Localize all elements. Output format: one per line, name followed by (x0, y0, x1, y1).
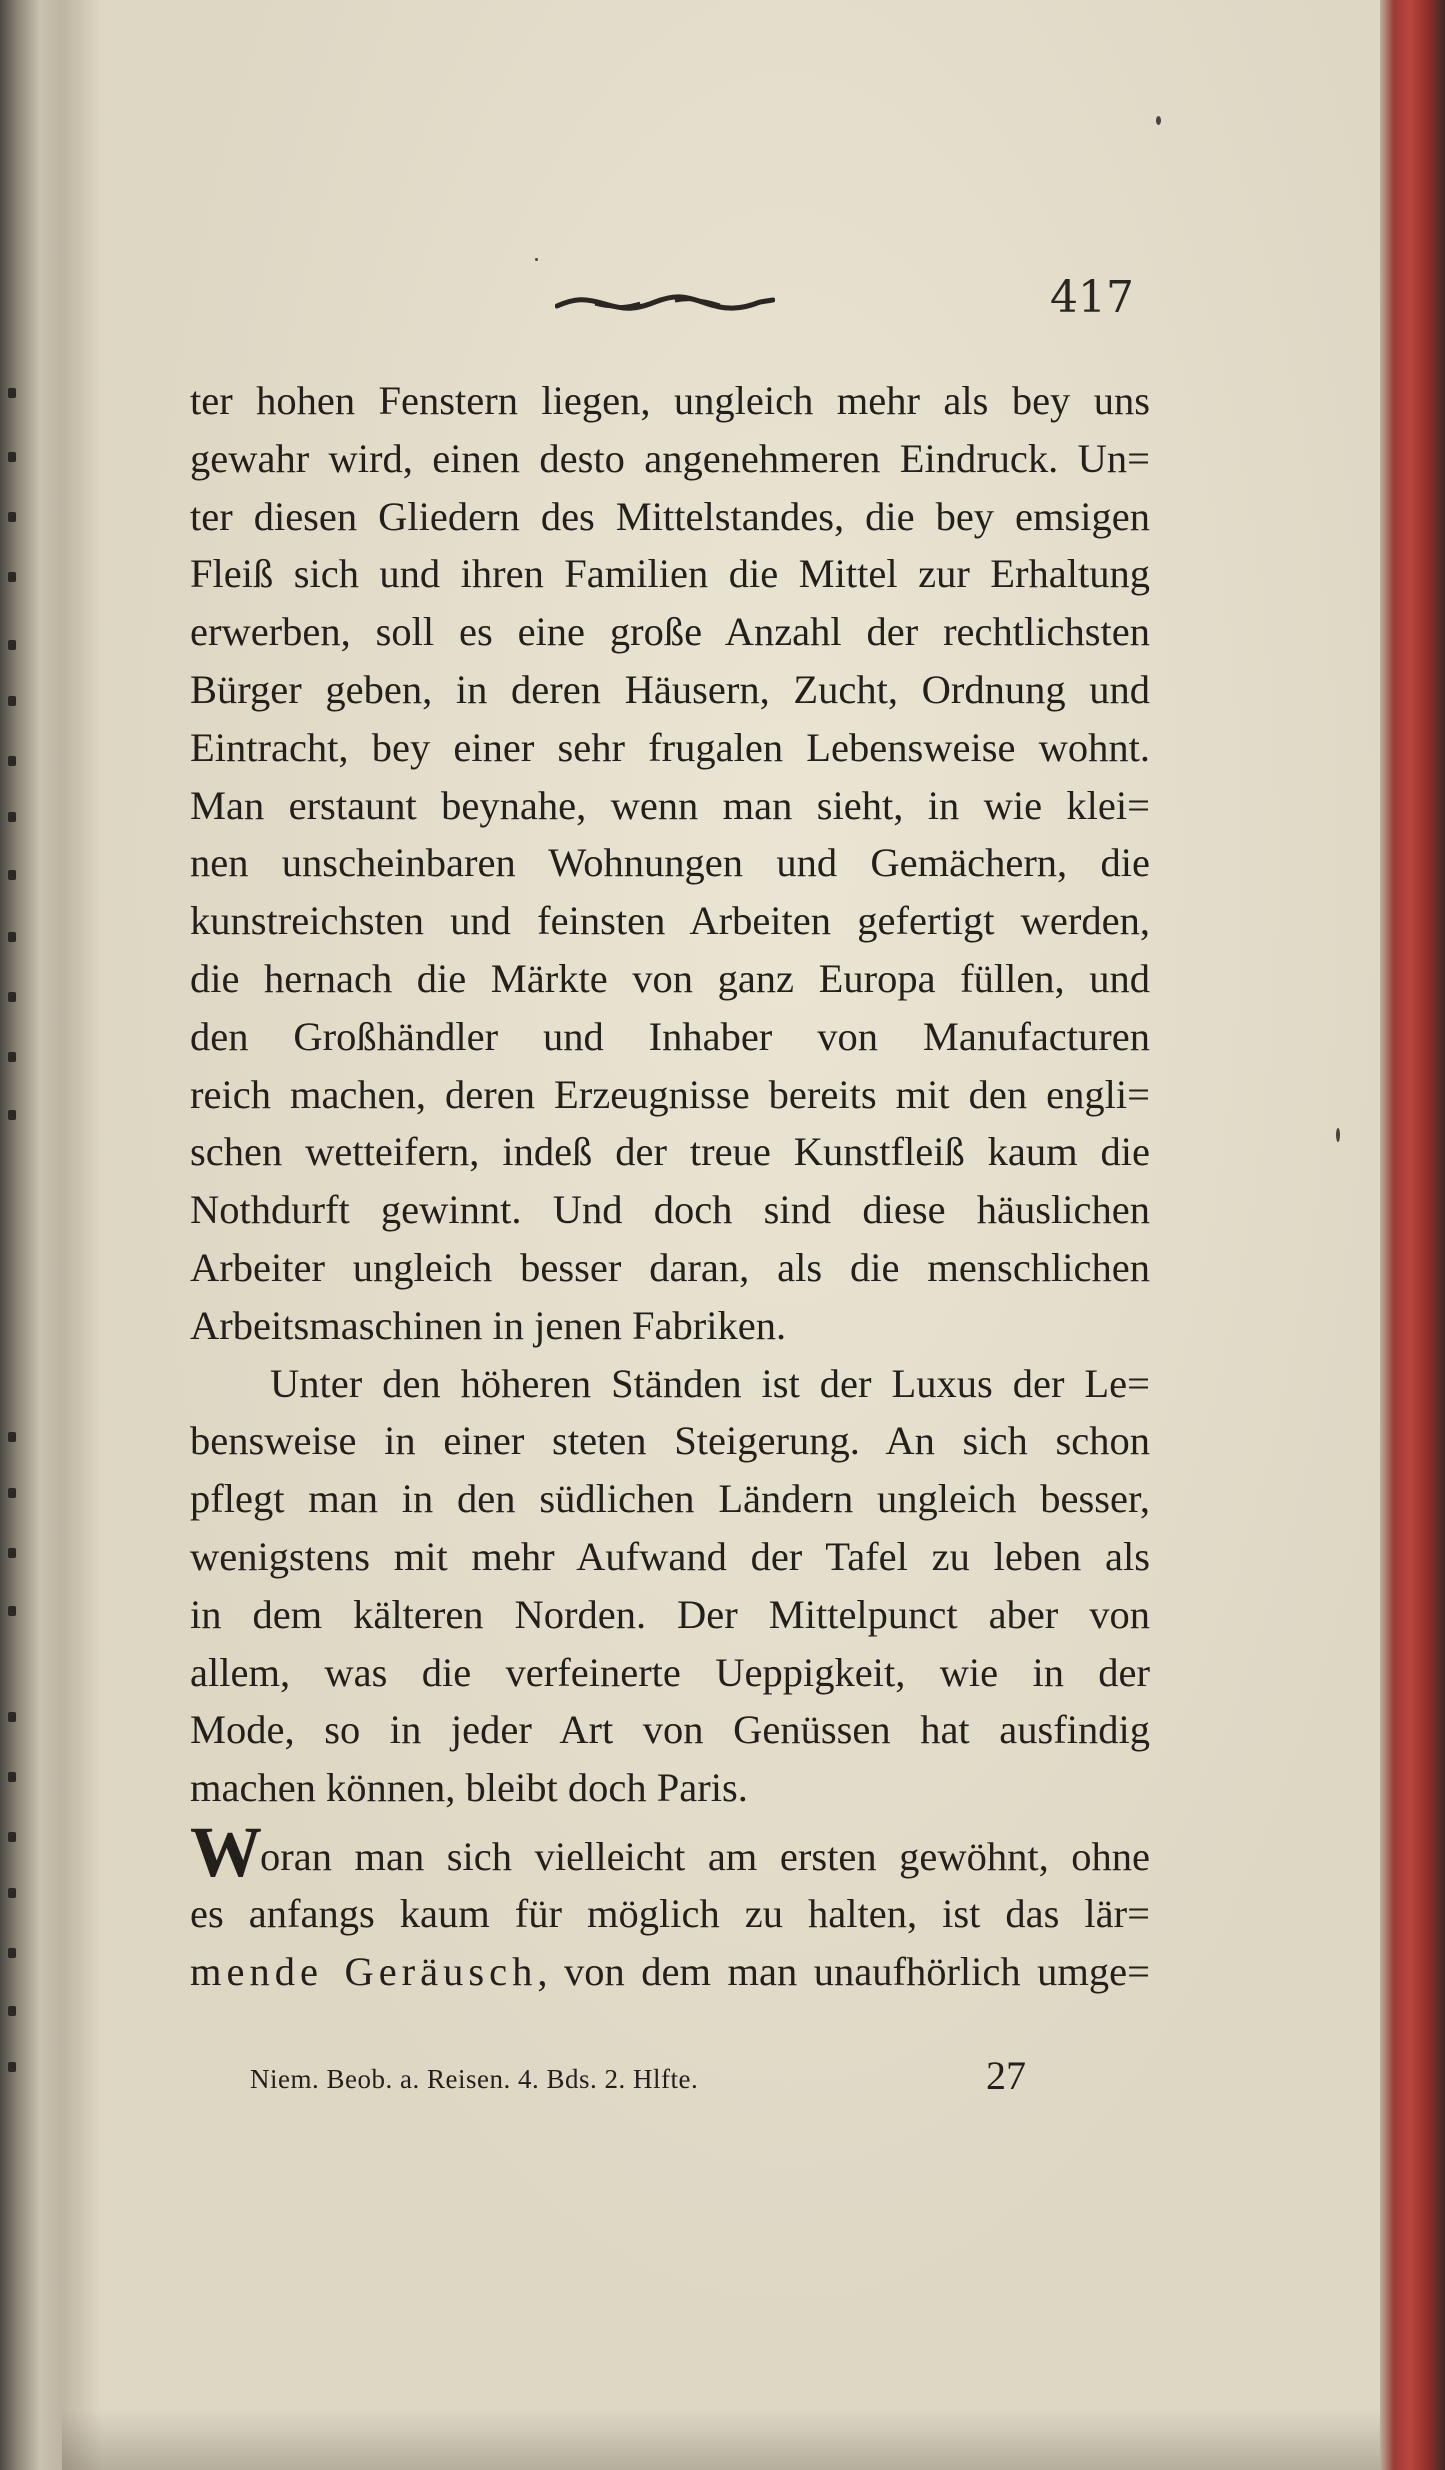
page-edge-mark (8, 1052, 16, 1062)
text-line: Eintracht, bey einer sehr frugalen Lebensweise wohnt. (190, 724, 1150, 770)
drop-cap: W (190, 1811, 260, 1892)
page-edge-mark (8, 572, 16, 582)
text-line: ter diesen Gliedern des Mittelstandes, die bey emsigen (190, 493, 1150, 539)
page-shadow (62, 2410, 1380, 2470)
page-edge-mark (8, 1832, 16, 1842)
page-edge-mark (8, 452, 16, 462)
text-line: schen wetteifern, indeß der treue Kunstfleiß kaum die (190, 1129, 1150, 1175)
spaced-emphasis: mende Geräusch (190, 1948, 538, 1994)
text-line: Arbeitsmaschinen in jenen Fabriken. (190, 1302, 787, 1348)
page-edge-mark (8, 1548, 16, 1558)
page-edge-mark (8, 1888, 16, 1898)
text-line: die hernach die Märkte von ganz Europa füllen, und (190, 955, 1150, 1001)
printer-signature: Niem. Beob. a. Reisen. 4. Bds. 2. Hlfte. (250, 2064, 699, 2094)
text-line: Nothdurft gewinnt. Und doch sind diese häuslichen (190, 1187, 1150, 1233)
text-line: kunstreichsten und feinsten Arbeiten gefertigt werden, (190, 898, 1150, 944)
page-edge-mark (8, 1772, 16, 1782)
page-edge-mark (8, 696, 16, 706)
page-edge-mark (8, 640, 16, 650)
wavy-rule-ornament-icon (555, 288, 775, 318)
page-edge-mark (8, 812, 16, 822)
page-edge-mark (8, 2062, 16, 2072)
text-line: bensweise in einer steten Steigerung. An sich schon (190, 1418, 1150, 1464)
page-edge-mark (8, 512, 16, 522)
text-line: reich machen, deren Erzeugnisse bereits mit den engli= (190, 1071, 1150, 1117)
page-edge-mark (8, 932, 16, 942)
text-fragment: oran man sich vielleicht am ersten gewöhnt, ohne (260, 1833, 1150, 1879)
paper-speck (1336, 1128, 1340, 1142)
text-line: Unter den höheren Ständen ist der Luxus der Le= (270, 1360, 1150, 1406)
text-line: Mode, so in jeder Art von Genüssen hat ausfindig (190, 1707, 1150, 1753)
text-line: pflegt man in den südlichen Ländern ungleich besser, (190, 1476, 1150, 1522)
page-edge-mark (8, 756, 16, 766)
text-line: allem, was die verfeinerte Ueppigkeit, wie in der (190, 1649, 1150, 1695)
text-line (190, 1943, 1150, 2001)
body-text (190, 372, 1150, 2000)
text-line: machen können, bleibt doch Paris. (190, 1765, 748, 1811)
page-number: 417 (1050, 272, 1134, 323)
text-line: erwerben, soll es eine große Anzahl der rechtlichsten (190, 609, 1150, 655)
text-line: in dem kälteren Norden. Der Mittelpunct aber von (190, 1591, 1150, 1637)
page-edge-mark (8, 992, 16, 1002)
text-line: Man erstaunt beynahe, wenn man sieht, in wie klei= (190, 782, 1150, 828)
text-line: den Großhändler und Inhaber von Manufacturen (190, 1013, 1150, 1059)
paragraph-gap (190, 1817, 1150, 1827)
paper-speck (535, 258, 538, 261)
page-edge-mark (8, 870, 16, 880)
text-line: wenigstens mit mehr Aufwand der Tafel zu leben als (190, 1533, 1150, 1579)
text-line (190, 1811, 1150, 1892)
page-edge-mark (8, 1712, 16, 1722)
page-edge-mark (8, 1948, 16, 1958)
text-fragment: , von dem man unaufhörlich umge= (537, 1948, 1150, 1994)
sheet-number: 27 (986, 2053, 1026, 2098)
red-page-edge (1380, 0, 1445, 2470)
page-edge-mark (8, 1432, 16, 1442)
text-line: es anfangs kaum für möglich zu halten, ist das lär= (190, 1890, 1150, 1936)
text-line: Fleiß sich und ihren Familien die Mittel zur Erhaltung (190, 551, 1150, 597)
paper-speck (1156, 116, 1161, 125)
text-line: Arbeiter ungleich besser daran, als die menschlichen (190, 1244, 1150, 1290)
text-line: ter hohen Fenstern liegen, ungleich mehr als bey uns (190, 378, 1150, 423)
text-line: nen unscheinbaren Wohnungen und Gemächern, die (190, 840, 1150, 886)
page-edge-mark (8, 1110, 16, 1120)
page-edge-mark (8, 1488, 16, 1498)
page-edge-mark (8, 388, 16, 398)
text-line: Bürger geben, in deren Häusern, Zucht, Ordnung und (190, 666, 1150, 712)
page-edge-mark (8, 2006, 16, 2016)
text-line: gewahr wird, einen desto angenehmeren Eindruck. Un= (190, 435, 1150, 481)
page-edge-mark (8, 1606, 16, 1616)
left-page-edge (0, 0, 62, 2470)
